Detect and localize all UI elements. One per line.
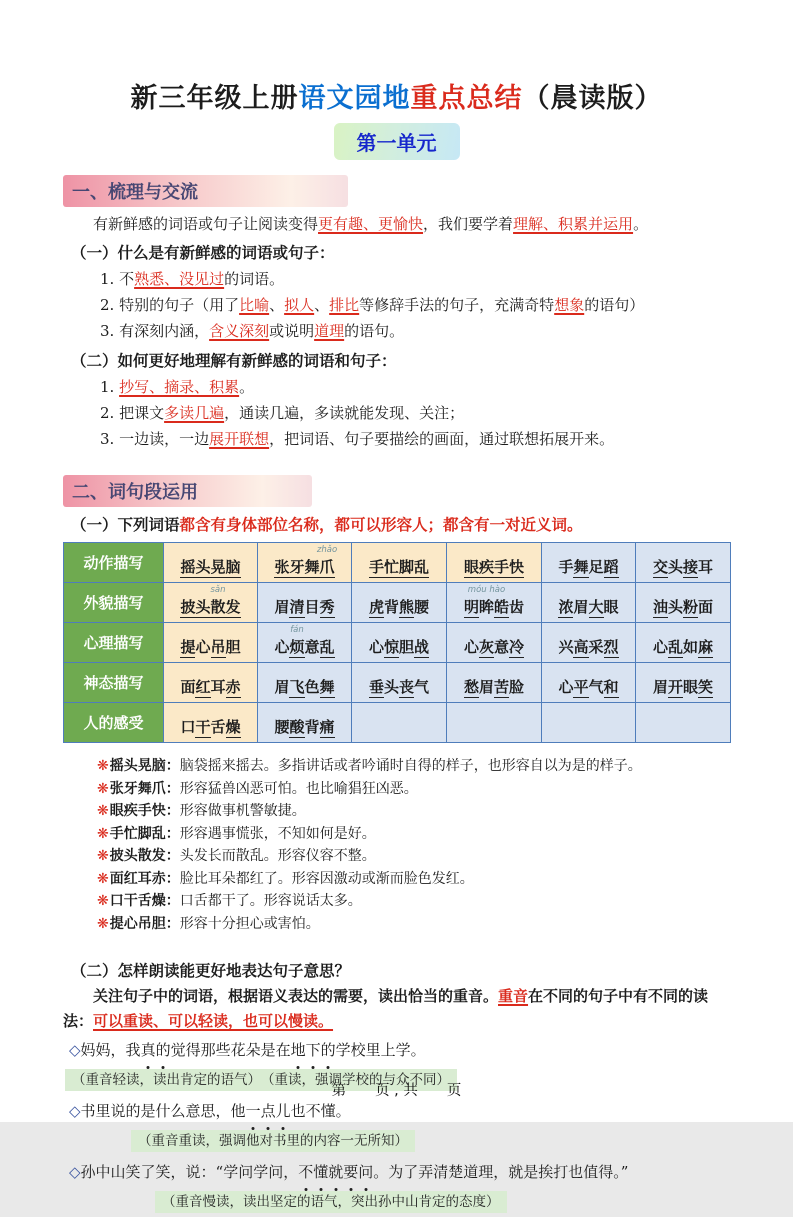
table-row [64,663,731,703]
glossary-item [97,845,730,868]
table-cell: 眼疾手快 [447,543,542,583]
glossary-term: 手忙脚乱： [109,825,180,842]
emphasized-char: 真 [141,1037,156,1064]
glossary-term: 眼疾手快： [109,803,180,819]
list-item: 2. 把课文多读几遍，通读几遍，多读就能发现、关注； [100,404,465,422]
reading-note: （重音重读，强调他对书里的内容一无所知） [131,1130,415,1152]
glossary-item [97,913,730,936]
glossary-definition: 形容遇事慌张，不知如何是好。 [179,825,376,842]
section1-q1-list [63,266,730,344]
table-cell: 眉开眼笑 [636,663,731,703]
section1-header: 一、梳理与交流 [63,175,348,207]
flower-bullet-icon: ❋ [97,780,109,797]
table-cell: 心灰意冷 [447,623,542,663]
page-title: 新三年级上册语文园地重点总结（晨读版） [130,83,663,114]
pinyin-annotation: fán [290,625,304,636]
table-cell: 愁眉苦脸 [447,663,542,703]
glossary-item [97,778,730,801]
glossary-term: 面红耳赤： [109,870,180,887]
pinyin-annotation: móu hào [467,585,506,596]
emphasized-char: 问 [358,1159,373,1186]
table-cell [542,703,636,743]
table-cell: 浓眉大眼 [542,583,636,623]
table-cell: 摇头晃脑 [164,543,258,583]
table-cell: 面红耳赤 [164,663,258,703]
glossary-item [97,890,730,913]
emphasized-char: 懂 [313,1159,328,1186]
table-cell: 交头接耳 [636,543,731,583]
example-sentence: ◇孙中山笑了笑，说：“学问学问，不懂就要问。为了弄清楚道理，就是挨打也值得。” [69,1159,730,1186]
flower-bullet-icon: ❋ [97,803,109,819]
emphasized-char: 要 [343,1159,358,1186]
emphasized-char: 不 [298,1159,313,1186]
emphasized-char: 的 [156,1037,171,1064]
table-cell: 口干舌燥 [164,703,258,743]
table-cell: 眉清目秀 [258,583,352,623]
glossary-item [97,868,730,891]
glossary-term: 张牙舞爪： [109,780,180,797]
emphasized-char: 一 [246,1098,261,1125]
table-row-label: 心理描写 [64,623,164,663]
glossary-item [97,800,730,823]
flower-bullet-icon: ❋ [97,848,109,864]
example-sentences [63,1037,730,1217]
table-cell: 眉飞色舞 [258,663,352,703]
table-cell: 油头粉面 [636,583,731,623]
table-row-label: 神态描写 [64,663,164,703]
emphasized-char: 下 [306,1037,321,1064]
glossary-term: 口干舌燥： [109,893,180,909]
table-cell: 心平气和 [542,663,636,703]
table-row [64,543,731,583]
example-sentence: ◇妈妈，我真的觉得那些花朵是在地下的学校里上学。 [69,1037,730,1064]
table-row-label: 动作描写 [64,543,164,583]
section1-q2-heading: （二）如何更好地理解有新鲜感的词语和句子： [71,352,397,370]
table-cell: 心乱如麻 [636,623,731,663]
section2-part1-heading: （一）下列词语都含有身体部位名称，都可以形容人；都含有一对近义词。 [71,516,583,534]
section2-part2-intro: 关注句子中的词语，根据语义表达的需要，读出恰当的重音。重音在不同的句子中有不同的读法：可以重读、可以轻读，也可以慢读。 [63,987,709,1030]
table-cell [447,703,542,743]
table-row-label: 外貌描写 [64,583,164,623]
section1-intro: 有新鲜感的词语或句子让阅读变得更有趣、更愉快，我们要学着理解、积累并运用。 [93,215,649,233]
table-row [64,583,731,623]
glossary-definition: 脑袋摇来摇去。多指讲话或者吟诵时自得的样子，也形容自以为是的样子。 [179,758,642,774]
glossary-term: 提心吊胆： [109,915,180,932]
reading-note: （重音慢读，读出坚定的语气，突出孙中山肯定的态度） [155,1191,507,1213]
glossary-term: 摇头晃脑： [109,758,180,774]
table-cell: 虎背熊腰 [352,583,447,623]
glossary-definition: 形容做事机警敏捷。 [179,803,306,819]
list-item: 3. 一边读，一边展开联想，把词语、句子要描绘的画面，通过联想拓展开来。 [100,430,615,448]
table-cell [636,703,731,743]
section1-q2-list [63,374,730,452]
glossary-definition: 形容猛兽凶恶可怕。也比喻猖狂凶恶。 [179,780,418,797]
table-row [64,703,731,743]
emphasized-char: 点 [261,1098,276,1125]
table-cell: 兴高采烈 [542,623,636,663]
table-cell: 心烦 fán 意乱 [258,623,352,663]
glossary-list [97,755,730,935]
glossary-item [97,823,730,846]
list-item: 1. 抄写、摘录、积累。 [100,378,255,396]
section2-part2-heading: （二）怎样朗读能更好地表达句子意思？ [71,962,351,980]
flower-bullet-icon: ❋ [97,758,109,774]
table-cell: 提心吊胆 [164,623,258,663]
pinyin-annotation: zhǎo [316,545,338,556]
glossary-definition: 口舌都干了。形容说话太多。 [179,893,362,909]
glossary-term: 披头散发： [109,848,180,864]
flower-bullet-icon: ❋ [97,825,109,842]
list-item: 3. 有深刻内涵，含义深刻或说明道理的语句。 [100,322,405,340]
flower-bullet-icon: ❋ [97,915,109,932]
page-footer: 第 页 , 共 页 [331,1083,462,1099]
word-table [63,542,731,743]
table-cell: 明眸 móu hào 皓齿 [447,583,542,623]
glossary-definition: 脸比耳朵都红了。形容因激动或渐而脸色发红。 [179,870,474,887]
reading-note: （重音轻读，读出肯定的语气） （重读，强调学校的与众不同） [65,1069,457,1091]
emphasized-char: 儿 [276,1098,291,1125]
list-item: 2. 特别的句子（用了比喻、拟人、排比等修辞手法的句子，充满奇特想象的语句） [100,296,645,314]
table-cell: 张牙舞爪 zhǎo [258,543,352,583]
glossary-item [97,755,730,778]
table-row [64,623,731,663]
glossary-definition: 头发长而散乱。形容仪容不整。 [179,848,376,864]
glossary-definition: 形容十分担心或害怕。 [179,915,320,932]
unit-badge: 第一单元 [334,123,460,160]
emphasized-char: 就 [328,1159,343,1186]
section1-q1-heading: （一）什么是有新鲜感的词语或句子： [71,244,335,262]
table-cell: 垂头丧气 [352,663,447,703]
emphasized-char: 地 [291,1037,306,1064]
emphasized-char: 的 [321,1037,336,1064]
flower-bullet-icon: ❋ [97,870,109,887]
table-cell: 手舞足蹈 [542,543,636,583]
table-cell: 心惊胆战 [352,623,447,663]
list-item: 1. 不熟悉、没见过的词语。 [100,270,285,288]
section2-header: 二、词句段运用 [63,475,312,507]
table-cell: 披头散 sǎn 发 [164,583,258,623]
table-row-label: 人的感受 [64,703,164,743]
flower-bullet-icon: ❋ [97,893,109,909]
example-sentence: ◇书里说的是什么意思，他一点儿也不懂。 [69,1098,730,1125]
table-cell: 腰酸背痛 [258,703,352,743]
table-cell: 手忙脚乱 [352,543,447,583]
table-cell [352,703,447,743]
pinyin-annotation: sǎn [210,585,226,596]
